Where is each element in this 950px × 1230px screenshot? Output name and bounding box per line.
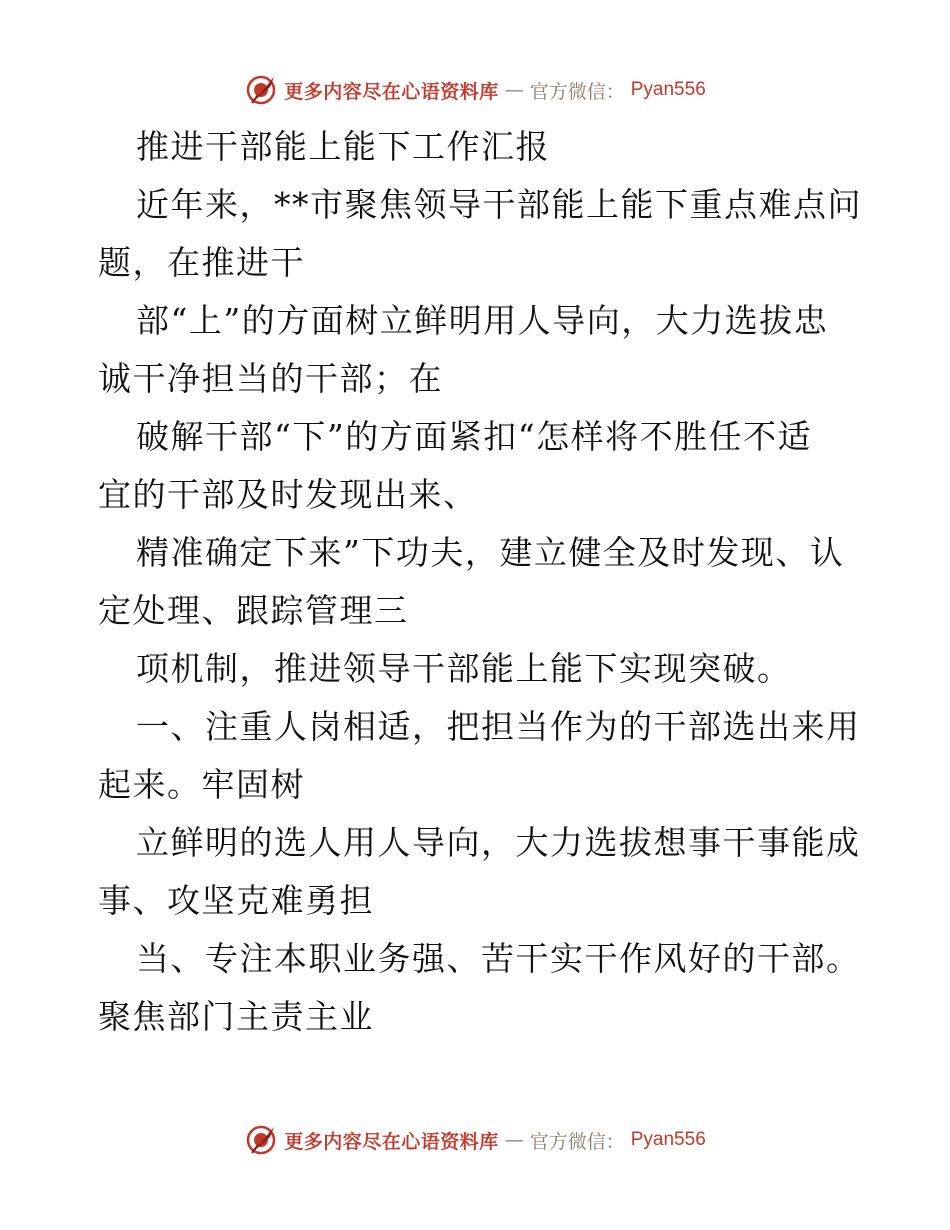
paragraph-line: 聚焦部门主责主业 [98,997,374,1036]
paragraph-line: 近年来，**市聚焦领导干部能上能下重点难点问 [136,185,862,224]
watermark-site-text: 更多内容尽在心语资料库 [284,1130,499,1153]
paragraph-line: 精准确定下来”下功夫，建立健全及时发现、认 [136,533,845,572]
paragraph-line: 诚干净担当的干部；在 [98,359,443,398]
watermark-site-text: 更多内容尽在心语资料库 [284,80,499,103]
watermark-dash: — [504,1129,524,1151]
paragraph-line: 破解干部“下”的方面紧扣“怎样将不胜任不适 [136,417,813,456]
paragraph-line: 起来。牢固树 [98,765,305,804]
document-body [98,118,862,1046]
paragraph-line: 定处理、跟踪管理三 [98,591,409,630]
quill-seal-icon [244,73,278,107]
paragraph-line: 项机制，推进领导干部能上能下实现突破。 [136,649,792,688]
watermark-wechat-id: Pyan556 [630,79,706,100]
watermark-wechat-id: Pyan556 [630,1129,706,1150]
watermark-wechat-label: 官方微信： [529,80,625,103]
quill-seal-icon [244,1123,278,1157]
paragraph-line: 宜的干部及时发现出来、 [98,475,478,514]
watermark-wechat-label: 官方微信： [529,1130,625,1153]
paragraph-line: 当、专注本职业务强、苦干实干作风好的干部。 [136,939,861,978]
watermark-dash: — [504,79,524,101]
paragraph-line: 立鲜明的选人用人导向，大力选拔想事干事能成 [136,823,861,862]
paragraph-line: 题，在推进干 [98,243,305,282]
document-title: 推进干部能上能下工作汇报 [136,127,550,166]
footer-watermark [0,1120,950,1160]
paragraph-line: 事、攻坚克难勇担 [98,881,374,920]
header-watermark [0,70,950,110]
section-heading-line: 一、注重人岗相适，把担当作为的干部选出来用 [136,707,861,746]
paragraph-line: 部“上”的方面树立鲜明用人导向，大力选拔忠 [136,301,829,340]
